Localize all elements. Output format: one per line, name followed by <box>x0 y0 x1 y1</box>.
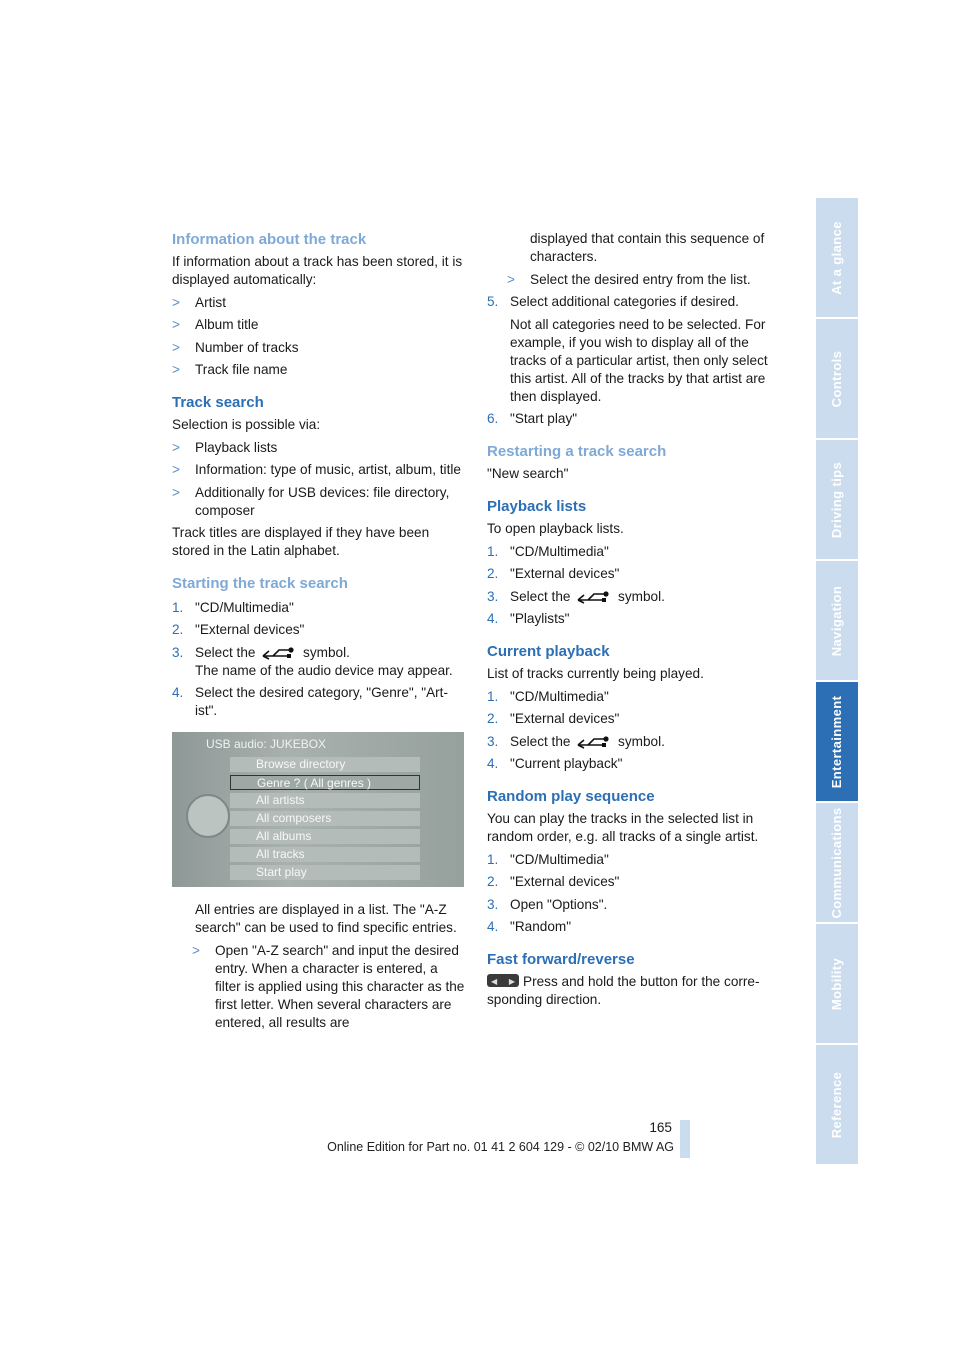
step-item: 4. "Playlists" <box>487 611 570 626</box>
step-item: 2. "External devices" <box>172 622 305 637</box>
left-column <box>172 230 466 1032</box>
section-playlists: Playback lists To open playback lists. 1. "CD/Multimedia" 2. "External devices" 3. Select the symbol. 4. "Playlists" <box>487 497 779 628</box>
chapter-tabs <box>816 198 858 1166</box>
list-item: > Open "A-Z search" and input the desired entry. When a character is entered, a filter is applied using this character as the first letter. When several characters are entered, all results are <box>192 942 465 1030</box>
track-search-note: Track titles are displayed if they have been stored in the Latin alphabet. <box>172 525 430 558</box>
list-item: > Additionally for USB devices: file directory, composer <box>172 484 450 518</box>
heading-current-playback: Current playback <box>487 643 610 660</box>
heading-track-search: Track search <box>172 394 264 411</box>
section-fast-forward: Fast forward/reverse ◀ ▶Press and hold the button for the corre-sponding direction. <box>487 950 779 1009</box>
idrive-screenshot <box>172 732 464 887</box>
bullet-icon: > <box>172 317 180 332</box>
step-item: 5. Select additional categories if desired. <box>487 294 739 309</box>
list-item: > Playback lists <box>172 439 278 455</box>
tab-navigation[interactable]: Navigation <box>816 561 858 680</box>
menu-row-selected: Genre ? ( All genres ) <box>230 775 420 790</box>
section-track-search <box>172 393 466 560</box>
list-item: > Number of tracks <box>172 339 299 355</box>
list-item: > Select the desired entry from the list. <box>507 271 751 287</box>
menu-row: All tracks <box>230 847 420 862</box>
heading-random: Random play sequence <box>487 788 655 805</box>
heading-playlists: Playback lists <box>487 498 587 515</box>
step-item: 4. "Current playback" <box>487 756 623 771</box>
tab-at-a-glance[interactable]: At a glance <box>816 198 858 317</box>
right-column <box>487 230 779 1009</box>
section-start-search <box>172 574 466 720</box>
seek-buttons-icon <box>487 974 519 987</box>
menu-row: Browse directory <box>230 757 420 772</box>
screen-title: USB audio: JUKEBOX <box>206 737 327 751</box>
categories-note: Not all categories need to be selected. For example, if you wish to display all of the tracks of a particular artist, then only select this artist. All of the tracks by that artist are then displayed. <box>510 316 768 404</box>
usb-symbol-icon <box>261 647 297 661</box>
step-item: 4. "Random" <box>487 919 572 934</box>
controller-knob-icon <box>186 794 230 838</box>
step-item: 1. "CD/Multimedia" <box>172 599 294 615</box>
section-random: Random play sequence You can play the tracks in the selected list in random order, e.g. all tracks of a single artist. 1. "CD/Multimedia" 2. "External devices" 3. Open "Options". 4. "Random" <box>487 787 779 936</box>
step-item: 2. "External devices" <box>487 874 620 889</box>
step-item: 3. Select the symbol. The name of the audio device may appear. <box>172 644 453 678</box>
heading-restart: Restarting a track search <box>487 443 667 460</box>
footer-text: Online Edition for Part no. 01 41 2 604 129 - © 02/10 BMW AG <box>327 1140 674 1154</box>
track-search-intro: Selection is possible via: <box>172 417 321 432</box>
menu-row: All artists <box>230 793 420 808</box>
heading-start-search: Starting the track search <box>172 575 348 592</box>
bullet-icon: > <box>172 339 180 355</box>
step-item: 2. "External devices" <box>487 711 620 726</box>
step-item: 4. Select the desired category, "Genre", "Art-ist". <box>172 685 448 718</box>
list-item: > Album title <box>172 317 259 332</box>
bullet-icon: > <box>172 294 180 310</box>
step-item: 1. "CD/Multimedia" <box>487 851 609 867</box>
step-item: 2. "External devices" <box>487 566 620 581</box>
step-item: 1. "CD/Multimedia" <box>487 688 609 704</box>
section-restart: Restarting a track search "New search" <box>487 442 779 483</box>
heading-fast-forward: Fast forward/reverse <box>487 951 635 968</box>
step-item: 3. Select the symbol. <box>487 588 665 604</box>
tab-reference[interactable]: Reference <box>816 1045 858 1164</box>
list-item: > Track file name <box>172 362 288 377</box>
list-item: > Information: type of music, artist, album, title <box>172 462 461 477</box>
track-info-intro: If information about a track has been stored, it is displayed automatically: <box>172 254 463 287</box>
bullet-icon: > <box>192 942 200 958</box>
tab-driving-tips[interactable]: Driving tips <box>816 440 858 559</box>
page-number: 165 <box>649 1120 672 1135</box>
continued-text: displayed that contain this sequence of characters. <box>530 231 765 264</box>
step-item: 3. Select the symbol. <box>487 733 665 749</box>
menu-row: All composers <box>230 811 420 826</box>
bullet-icon: > <box>172 439 180 455</box>
bullet-icon: > <box>172 484 180 500</box>
bullet-icon: > <box>507 271 515 287</box>
step-item: 3. Open "Options". <box>487 896 608 912</box>
menu-row: All albums <box>230 829 420 844</box>
heading-track-info: Information about the track <box>172 231 367 248</box>
bullet-icon: > <box>172 462 180 477</box>
tab-entertainment[interactable]: Entertainment <box>816 682 858 801</box>
tab-controls[interactable]: Controls <box>816 319 858 438</box>
usb-symbol-icon <box>576 736 612 750</box>
step-item: 1. "CD/Multimedia" <box>487 543 609 559</box>
tab-communications[interactable]: Communications <box>816 803 858 922</box>
step-item: 6. "Start play" <box>487 411 578 426</box>
footer-bar <box>680 1120 690 1158</box>
tab-mobility[interactable]: Mobility <box>816 924 858 1043</box>
section-current-playback: Current playback List of tracks currently being played. 1. "CD/Multimedia" 2. "External devices" 3. Select the symbol. 4. "Current playback" <box>487 642 779 773</box>
section-track-info <box>172 230 466 379</box>
menu-row: Start play <box>230 865 420 880</box>
usb-symbol-icon <box>576 591 612 605</box>
list-item: > Artist <box>172 294 226 310</box>
a-z-paragraph: All entries are displayed in a list. The "A-Z search" can be used to find specific entries. <box>195 902 457 935</box>
bullet-icon: > <box>172 362 180 377</box>
